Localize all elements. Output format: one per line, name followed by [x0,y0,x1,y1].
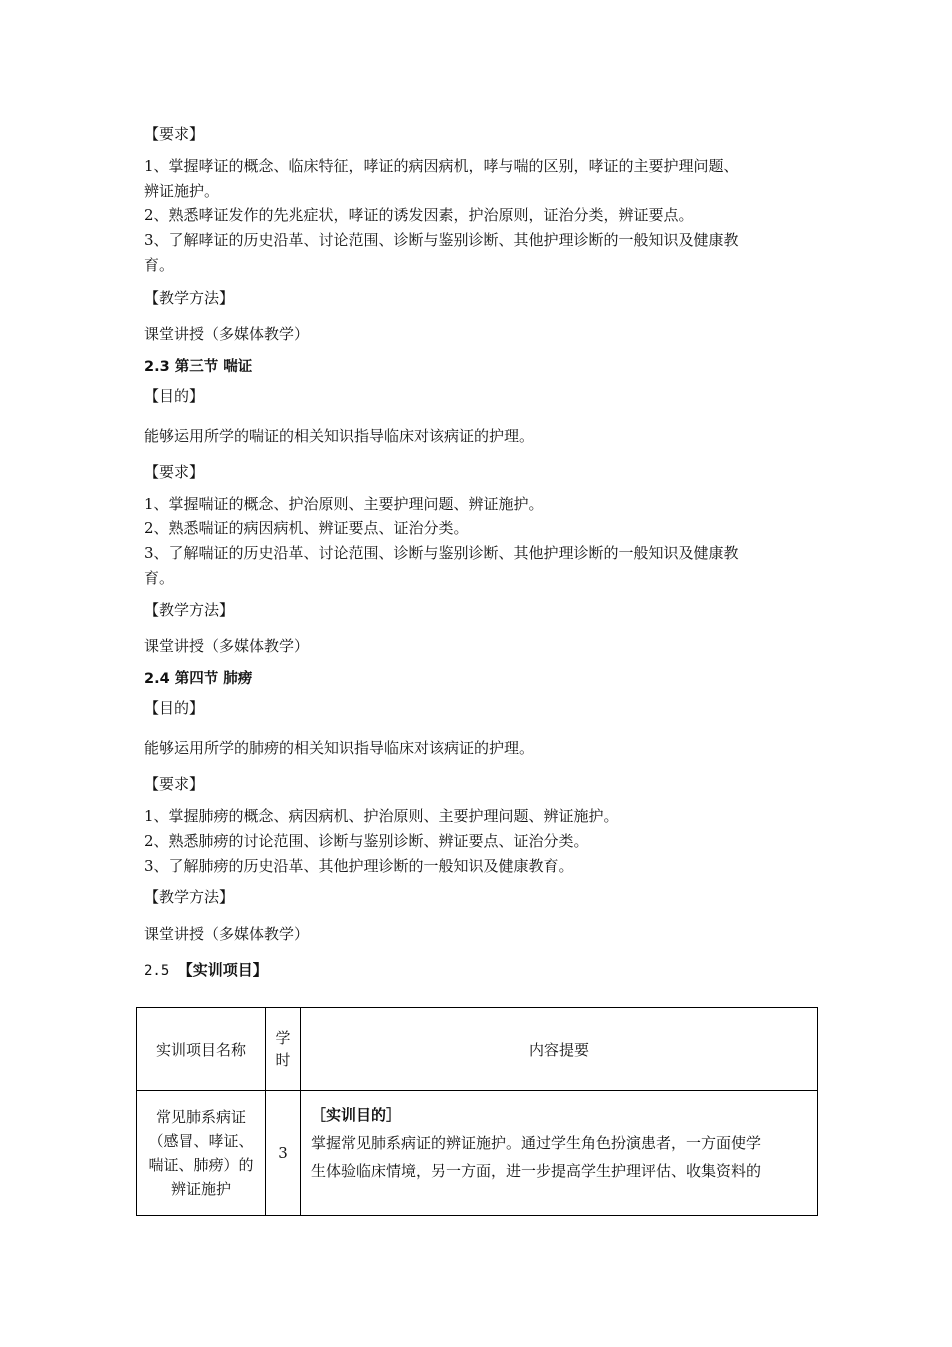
text-line: 育。 [144,256,175,274]
text-line: 【目的】 [144,699,205,717]
table-header-row [137,1008,818,1091]
project-name-line: 辨证施护 [170,1180,231,1198]
project-name-line: 常见肺系病证 [155,1108,246,1126]
text-line: 课堂讲授（多媒体教学） [144,325,310,343]
section-heading: 2.3 第三节 喘证 [144,359,253,375]
section-number: 2.5 [144,963,178,979]
text-line: 辨证施护。 [144,182,220,200]
text-line: 【目的】 [144,387,205,405]
text-line: 课堂讲授（多媒体教学） [144,925,310,943]
text-line: 能够运用所学的肺痨的相关知识指导临床对该病证的护理。 [144,739,535,757]
text-line: 1、掌握哮证的概念、临床特征，哮证的病因病机，哮与喘的区别，哮证的主要护理问题、 [144,157,739,175]
header-content-summary: 内容提要 [301,1008,818,1091]
project-name-line: （感冒、哮证、 [148,1132,254,1150]
text-line: 【要求】 [144,125,205,143]
training-table [136,1007,818,1216]
content-line: 生体验临床情境，另一方面，进一步提高学生护理评估、收集资料的 [311,1162,762,1180]
text-line: 3、了解喘证的历史沿革、讨论范围、诊断与鉴别诊断、其他护理诊断的一般知识及健康教 [144,544,739,562]
text-line: 1、掌握喘证的概念、护治原则、主要护理问题、辨证施护。 [144,495,544,513]
header-project-name: 实训项目名称 [137,1008,266,1091]
section-heading: 2.4 第四节 肺痨 [144,671,253,687]
text-line: 【教学方法】 [144,289,235,307]
project-name-line: 喘证、肺痨）的 [148,1156,254,1174]
section-heading-training [144,960,268,981]
content-line: 掌握常见肺系病证的辨证施护。通过学生角色扮演患者，一方面使学 [311,1134,762,1152]
text-line: 1、掌握肺痨的概念、病因病机、护治原则、主要护理问题、辨证施护。 [144,807,619,825]
text-line: 2、熟悉喘证的病因病机、辨证要点、证治分类。 [144,519,469,537]
text-line: 3、了解肺痨的历史沿革、其他护理诊断的一般知识及健康教育。 [144,857,574,875]
content-cell [301,1091,818,1216]
text-line: 2、熟悉哮证发作的先兆症状，哮证的诱发因素，护治原则，证治分类，辨证要点。 [144,206,694,224]
text-line: 3、了解哮证的历史沿革、讨论范围、诊断与鉴别诊断、其他护理诊断的一般知识及健康教 [144,231,739,249]
table-row [137,1091,818,1216]
header-hours: 学 时 [266,1008,301,1091]
text-line: 能够运用所学的喘证的相关知识指导临床对该病证的护理。 [144,427,535,445]
text-line: 课堂讲授（多媒体教学） [144,637,310,655]
text-line: 【教学方法】 [144,888,235,906]
project-name-cell [137,1091,266,1216]
hours-cell: 3 [266,1091,301,1216]
content-title: ［实训目的］ [311,1106,402,1124]
text-line: 【要求】 [144,463,205,481]
text-line: 2、熟悉肺痨的讨论范围、诊断与鉴别诊断、辨证要点、证治分类。 [144,832,589,850]
text-line: 【要求】 [144,775,205,793]
text-line: 【教学方法】 [144,601,235,619]
text-line: 育。 [144,569,175,587]
section-title: 【实训项目】 [177,961,268,979]
